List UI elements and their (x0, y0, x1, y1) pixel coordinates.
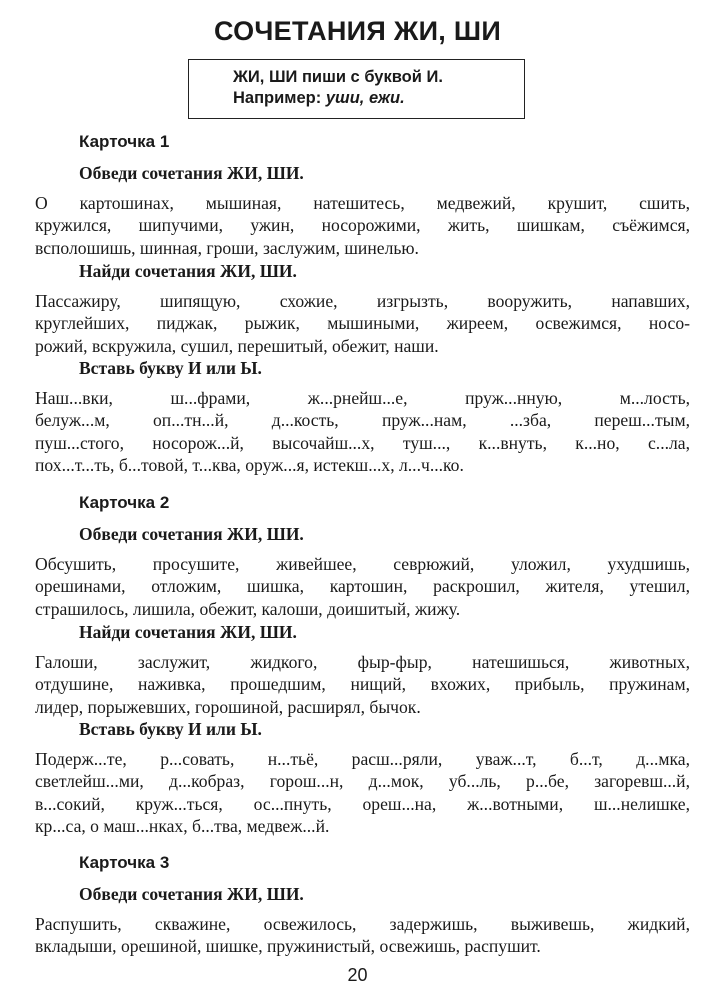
text-line: вкладыши, орешиной, шишке, пружинистый, освежишь, распушит. (35, 936, 541, 957)
card-2-task-1-text (35, 553, 690, 620)
card-1-task-1-text (35, 192, 690, 259)
text-line: круглейших, пиджак, рыжик, мышиными, жиреем, освежимся, носо- (35, 313, 690, 334)
text-line: отдушине, наживка, прошедшим, нищий, вхожих, прибыль, пружинам, (35, 674, 690, 695)
text-line: пох...т...ть, б...товой, т...ква, оруж...я, истекш...х, л...ч...ко. (35, 454, 464, 475)
rule-example-words: уши, ежи. (325, 89, 405, 107)
card-3-task-1-text (35, 913, 690, 958)
text-line: рожий, вскружила, сушил, перешитый, обежит, наши. (35, 335, 439, 356)
card-3-title: Карточка 3 (79, 853, 170, 872)
text-line: светлейш...ми, д...кобраз, горош...н, д...мок, уб...ль, р...бе, загоревш...й, (35, 771, 690, 792)
text-line: Обсушить, просушите, живейшее, севрюжий, уложил, ухудшишь, (35, 554, 690, 574)
rule-box (188, 59, 525, 119)
card-1-task-2-heading: Найди сочетания ЖИ, ШИ. (79, 261, 297, 281)
text-line: Галоши, заслужит, жидкого, фыр-фыр, натешишься, животных, (35, 652, 690, 672)
text-line: страшилось, лишила, обежит, калоши, доишитый, жижу. (35, 598, 461, 619)
card-1-task-3-heading: Вставь букву И или Ы. (79, 358, 262, 378)
text-line: Пассажиру, шипящую, схожие, изгрызть, вооружить, напавших, (35, 291, 690, 311)
card-1-title: Карточка 1 (79, 132, 170, 151)
text-line: кр...са, о маш...нках, б...тва, медвеж...й. (35, 815, 330, 836)
card-3-task-1-heading: Обведи сочетания ЖИ, ШИ. (79, 884, 304, 904)
card-2-title: Карточка 2 (79, 493, 170, 512)
text-line: кружился, шипучими, ужин, носорожими, жить, шишкам, съёжимся, (35, 215, 690, 236)
rule-text: ЖИ, ШИ пиши с буквой И. (233, 68, 443, 86)
page-number: 20 (347, 965, 368, 985)
text-line: Наш...вки, ш...фрами, ж...рнейш...е, пруж...нную, м...лость, (35, 388, 690, 408)
rule-example-label: Например: (233, 89, 322, 107)
rule-example (233, 88, 524, 109)
card-2-task-3-text (35, 748, 690, 837)
page-title: СОЧЕТАНИЯ ЖИ, ШИ (213, 16, 502, 46)
text-line: в...сокий, круж...ться, ос...пнуть, ореш...на, ж...вотными, ш...нелишке, (35, 793, 690, 814)
card-2-task-1-heading: Обведи сочетания ЖИ, ШИ. (79, 524, 304, 544)
text-line: Распушить, скважине, освежилось, задержишь, выживешь, жидкий, (35, 914, 690, 934)
card-1-task-3-text (35, 387, 690, 476)
text-line: белуж...м, оп...тн...й, д...кость, пруж...нам, ...зба, переш...тым, (35, 410, 690, 431)
card-1-task-2-text (35, 290, 690, 357)
text-line: орешинами, отложим, шишка, картошин, раскрошил, жителя, утешил, (35, 576, 690, 597)
text-line: Подерж...те, р...совать, н...тьё, расш...ряли, уваж...т, б...т, д...мка, (35, 749, 690, 769)
card-2-task-2-heading: Найди сочетания ЖИ, ШИ. (79, 622, 297, 642)
text-line: пуш...стого, носорож...й, высочайш...х, туш..., к...внуть, к...но, с...ла, (35, 432, 690, 453)
text-line: всполошишь, шинная, гроши, заслужим, шинелью. (35, 237, 419, 258)
text-line: лидер, порыжевших, горошиной, расширял, бычок. (35, 696, 421, 717)
card-2-task-2-text (35, 651, 690, 718)
card-1-task-1-heading: Обведи сочетания ЖИ, ШИ. (79, 163, 304, 183)
text-line: О картошинах, мышиная, натешитесь, медвежий, крушит, сшить, (35, 193, 690, 213)
card-2-task-3-heading: Вставь букву И или Ы. (79, 719, 262, 739)
